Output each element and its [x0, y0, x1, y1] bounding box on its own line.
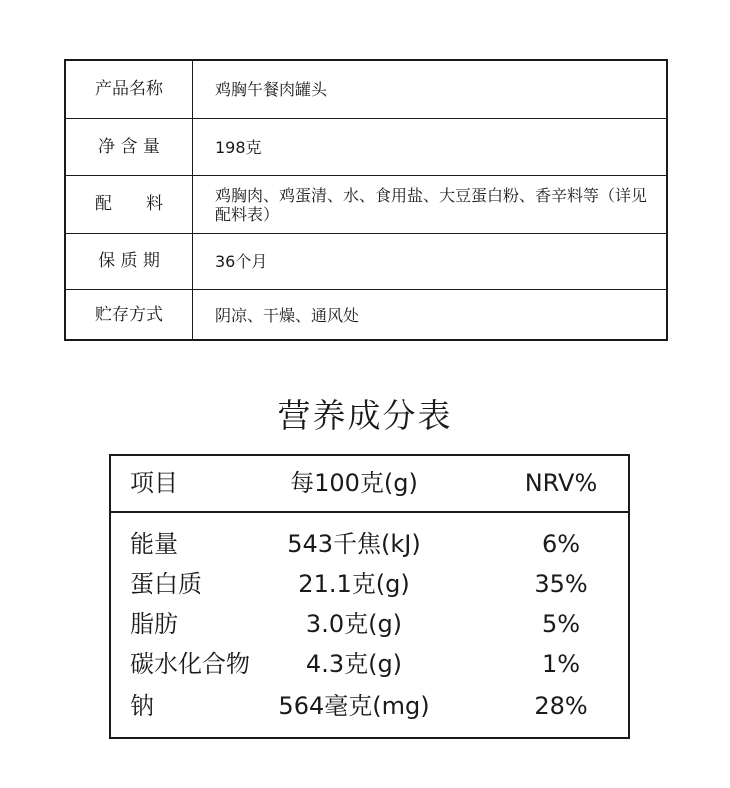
nutrition-row-fat-value: 3.0克(g) [305, 610, 403, 638]
nutrition-title: 营养成分表 [277, 396, 453, 435]
storage-value-cell [193, 290, 666, 341]
shelf-life-value-cell [193, 234, 666, 289]
ingredients-value: 鸡胸肉、鸡蛋清、水、食用盐、大豆蛋白粉、香辛料等（详见配料表） [215, 185, 648, 224]
nutrition-header-item: 项目 [130, 469, 178, 497]
shelf-life-label: 保 质 期 [98, 251, 160, 271]
shelf-life-row [66, 234, 666, 290]
nutrition-row-sodium-item: 钠 [130, 692, 154, 720]
nutrition-row-sodium-nrv: 28% [534, 692, 588, 720]
nutrition-row-fat-nrv: 5% [541, 610, 581, 638]
net-content-value-cell [193, 119, 666, 175]
nutrition-header-nrv: NRV% [524, 469, 598, 497]
storage-label: 贮存方式 [95, 305, 163, 325]
nutrition-row-energy-nrv: 6% [541, 530, 581, 558]
net-content-value: 198克 [215, 137, 262, 157]
shelf-life-value: 36个月 [215, 252, 268, 271]
nutrition-row-carbs-item: 碳水化合物 [130, 650, 250, 678]
storage-row [66, 290, 666, 341]
product-name-label: 产品名称 [95, 79, 163, 99]
shelf-life-label-cell [66, 234, 193, 289]
product-name-label-cell [66, 61, 193, 118]
nutrition-row-fat-item: 脂肪 [130, 610, 178, 638]
storage-value: 阴凉、干燥、通风处 [215, 306, 360, 325]
nutrition-row-energy-value: 543千焦(kJ) [287, 530, 421, 558]
product-name-row [66, 61, 666, 119]
nutrition-row-protein-value: 21.1克(g) [298, 570, 410, 598]
nutrition-header-divider [111, 511, 628, 513]
net-content-label: 净 含 量 [98, 136, 160, 157]
nutrition-table [109, 454, 630, 739]
nutrition-row-sodium-value: 564毫克(mg) [278, 692, 430, 720]
storage-label-cell [66, 290, 193, 341]
nutrition-row-protein-item: 蛋白质 [130, 570, 202, 598]
nutrition-row-energy-item: 能量 [130, 530, 178, 558]
product-info-table [64, 59, 668, 341]
product-name-value: 鸡胸午餐肉罐头 [215, 80, 328, 99]
net-content-label-cell [66, 119, 193, 175]
product-name-value-cell [193, 61, 666, 118]
net-content-row [66, 119, 666, 176]
nutrition-row-protein-nrv: 35% [534, 570, 588, 598]
ingredients-value-cell [193, 176, 666, 233]
ingredients-label-cell [66, 176, 193, 233]
nutrition-row-carbs-value: 4.3克(g) [305, 650, 403, 678]
nutrition-header-per100g: 每100克(g) [290, 469, 418, 497]
ingredients-row [66, 176, 666, 234]
nutrition-row-carbs-nrv: 1% [541, 650, 581, 678]
ingredients-label: 配 料 [95, 194, 163, 214]
